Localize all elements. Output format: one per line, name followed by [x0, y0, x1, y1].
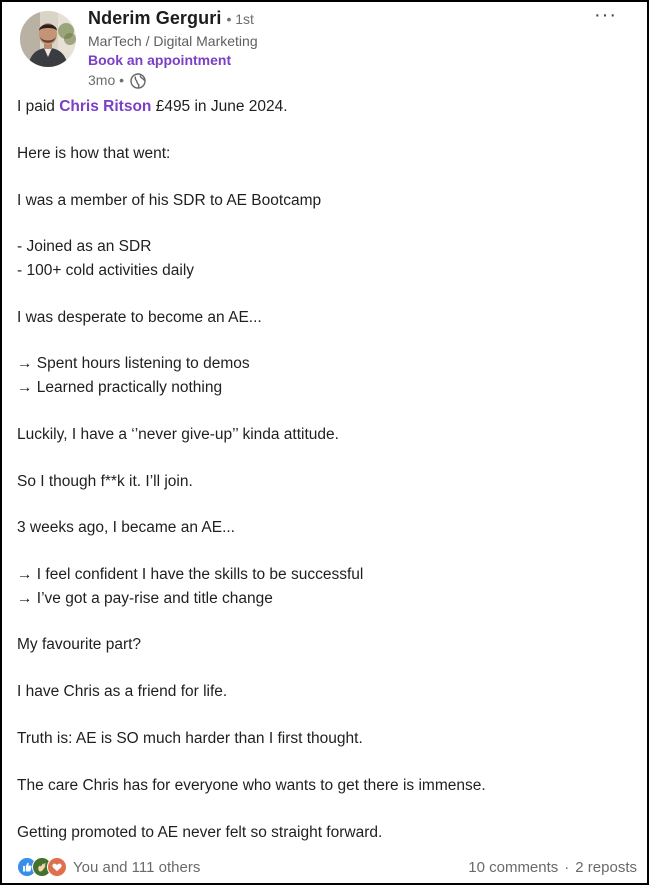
post-body-lines: [17, 118, 632, 844]
post-line: I have Chris as a friend for life.: [17, 683, 228, 701]
post-line: → I’ve got a pay-rise and title change: [17, 589, 273, 607]
post-line: Here is how that went:: [17, 144, 171, 162]
post-line: I was desperate to become an AE...: [17, 308, 262, 326]
post-line: [17, 657, 632, 680]
connection-degree: • 1st: [226, 11, 254, 27]
post-line: [17, 540, 632, 563]
post-line: [17, 282, 632, 305]
author-headline: MarTech / Digital Marketing: [88, 33, 258, 49]
social-counts-bar: [17, 856, 637, 878]
avatar-photo: [20, 11, 76, 67]
post-timestamp-row: [88, 70, 258, 91]
reactors-text[interactable]: You and 111 others: [73, 858, 201, 876]
post-line: → Spent hours listening to demos: [17, 355, 250, 373]
post-line: [17, 797, 632, 820]
post-time: 3mo •: [88, 72, 125, 88]
post-line: [17, 165, 632, 188]
reposts-count-link[interactable]: 2 reposts: [575, 858, 637, 876]
post-line: - Joined as an SDR: [17, 238, 152, 256]
post-line: Truth is: AE is SO much harder than I first thought.: [17, 729, 363, 747]
post-line-intro: [17, 95, 632, 118]
globe-icon: [130, 73, 146, 89]
author-name-row: [88, 8, 258, 32]
post-line: - 100+ cold activities daily: [17, 261, 195, 279]
post-line: [17, 704, 632, 727]
post-line: Luckily, I have a ‘’never give-up’’ kinda attitude.: [17, 425, 339, 443]
mention-chris-ritson[interactable]: Chris Ritson: [59, 98, 152, 115]
comments-count-link[interactable]: 10 comments: [468, 858, 559, 876]
post-line: → I feel confident I have the skills to be successful: [17, 566, 364, 584]
author-meta: [88, 8, 258, 91]
author-avatar[interactable]: [20, 11, 76, 67]
reactions-summary[interactable]: [17, 857, 200, 877]
post-line: [17, 329, 632, 352]
post-line: [17, 610, 632, 633]
more-horizontal-icon[interactable]: ···: [594, 4, 617, 26]
intro-text-before: I paid: [17, 98, 60, 115]
post-line: [17, 446, 632, 469]
post-line: [17, 212, 632, 235]
post-line: → Learned practically nothing: [17, 378, 223, 396]
post-line: I was a member of his SDR to AE Bootcamp: [17, 191, 322, 209]
post-line: My favourite part?: [17, 636, 142, 654]
author-name[interactable]: Nderim Gerguri: [88, 8, 222, 28]
post-line: So I though f**k it. I’ll join.: [17, 472, 193, 490]
intro-text-after: £495 in June 2024.: [151, 98, 288, 115]
post-header: [17, 4, 637, 90]
engagement-counts: [468, 859, 637, 876]
post-line: [17, 493, 632, 516]
counts-separator: ·: [564, 858, 570, 876]
post-line: The care Chris has for everyone who wants to get there is immense.: [17, 776, 486, 794]
post-line: [17, 118, 632, 141]
post-line: [17, 750, 632, 773]
love-icon: [47, 857, 67, 877]
post-line: Getting promoted to AE never felt so straight forward.: [17, 823, 383, 841]
book-appointment-link[interactable]: Book an appointment: [88, 52, 232, 68]
post-line: 3 weeks ago, I became an AE...: [17, 519, 235, 537]
post-line: [17, 399, 632, 422]
post-body: [17, 95, 632, 844]
